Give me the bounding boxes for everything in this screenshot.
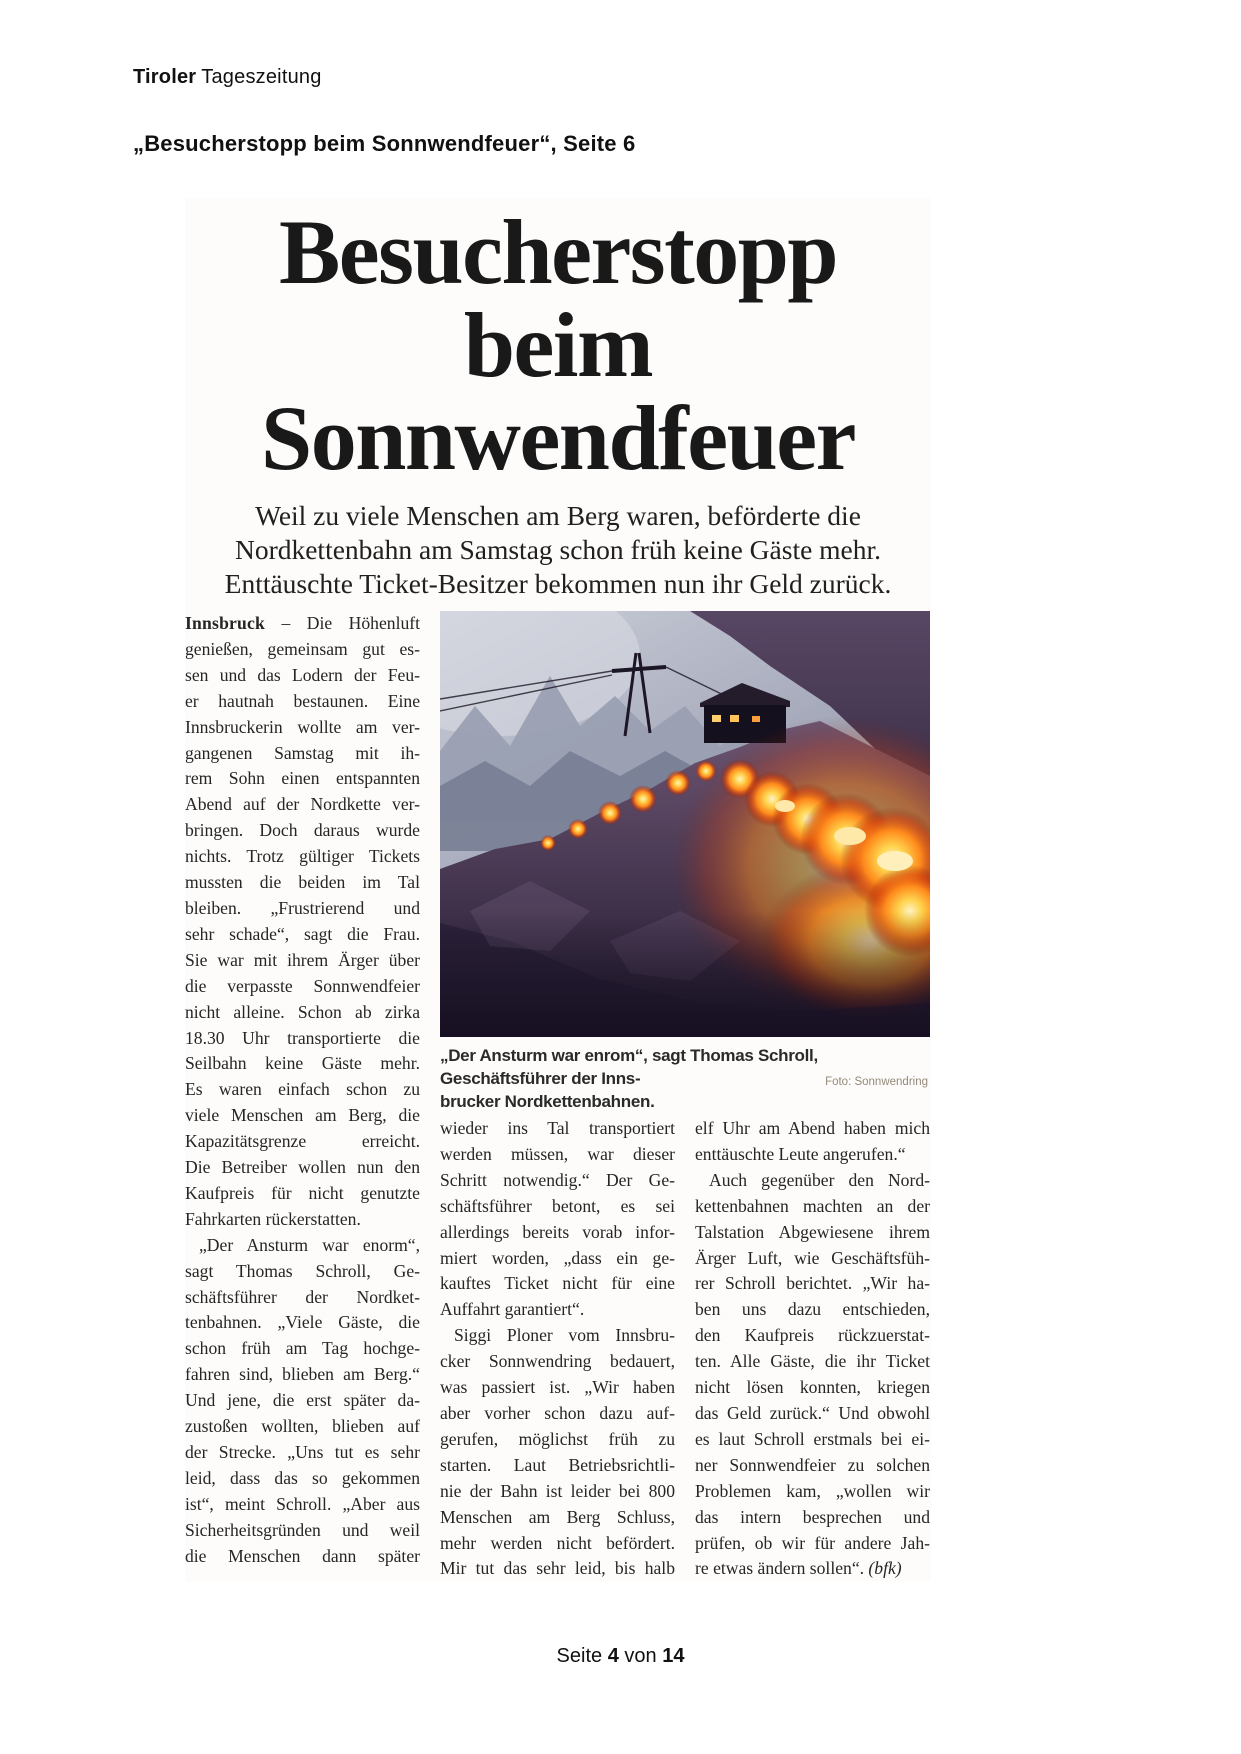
body-line: nicht lösen konnten, kriegen (695, 1377, 930, 1398)
body-line: rer Schroll berichtet. „Wir ha- (695, 1273, 930, 1294)
body-line: sagt Thomas Schroll, Ge- (185, 1260, 420, 1281)
body-line: kettenbahnen machten an der (695, 1195, 930, 1216)
body-line: den Kaufpreis rückzuerstat- (695, 1325, 930, 1346)
deck-line-1: Weil zu viele Menschen am Berg waren, beförderte die (255, 500, 861, 531)
body-line: miert worden, „dass ein ge- (440, 1247, 675, 1268)
paragraph (185, 1233, 420, 1570)
headline-line-2: Sonnwendfeuer (261, 387, 855, 489)
body-line: Kapazitätsgrenze erreicht. (185, 1131, 420, 1152)
article-body (185, 611, 931, 1581)
article-photo-block (440, 611, 930, 1113)
body-line: gerufen, möglichst früh zu (440, 1428, 675, 1449)
body-line: ner Sonnwendfeier zu solchen (695, 1454, 930, 1475)
body-line: gangenen Samstag mit ih- (185, 742, 420, 763)
body-line: schäftsführer betont, es sei (440, 1195, 675, 1216)
masthead-bold: Tiroler (133, 66, 197, 88)
body-line: bleiben. „Frustrierend und (185, 897, 420, 918)
body-line: fahren sind, blieben am Berg.“ (185, 1364, 420, 1385)
body-line: Fahrkarten rückerstatten. (185, 1208, 361, 1229)
newspaper-clipping (185, 198, 931, 1581)
article-column-1 (185, 611, 420, 1581)
caption-line-2: brucker Nordkettenbahnen. (440, 1092, 655, 1111)
article-reference-line: „Besucherstopp beim Sonnwendfeuer“, Seite 6 (133, 131, 636, 156)
article-headline (185, 201, 931, 489)
body-line: genießen, gemeinsam gut es- (185, 638, 420, 659)
paragraph (185, 611, 420, 1233)
body-line: das Geld zurück.“ Und obwohl (695, 1402, 930, 1423)
body-line: Kaufpreis für nicht genutzte (185, 1182, 420, 1203)
photo-vignette (440, 911, 930, 1037)
body-line: re etwas ändern sollen“. (bfk) (695, 1558, 902, 1579)
headline-line-1: Besucherstopp beim (278, 201, 838, 396)
body-line: sehr schade“, sagt die Frau. (185, 923, 420, 944)
body-line: Es waren einfach schon zu (185, 1079, 420, 1100)
body-line: Innsbruckerin wollte am ver- (185, 716, 420, 737)
body-line: der Strecke. „Uns tut es sehr (185, 1442, 420, 1462)
body-line: ben uns dazu entschieden, (695, 1299, 930, 1320)
body-line: die Menschen dann später (185, 1545, 420, 1566)
article-deck (185, 499, 931, 601)
paragraph (440, 1116, 675, 1323)
body-line: Talstation Abgewiesene ihrem (695, 1221, 930, 1242)
caption-line-1: „Der Ansturm war enrom“, sagt Thomas Schroll, Geschäftsführer der Inns- (440, 1046, 818, 1088)
body-line: mussten die beiden im Tal (185, 872, 420, 893)
body-line: Ärger Luft, wie Geschäftsfüh- (695, 1247, 930, 1268)
body-line: Menschen am Berg Schluss, (440, 1506, 675, 1527)
body-line: ist“, meint Schroll. „Aber aus (185, 1493, 420, 1514)
body-line: schäftsführer der Nordket- (185, 1286, 420, 1307)
body-line: aber vorher schon dazu auf- (440, 1402, 675, 1423)
body-line: schon früh am Tag hochge- (185, 1338, 420, 1359)
body-line: bringen. Doch daraus wurde (185, 820, 420, 841)
article-photo (440, 611, 930, 1037)
paragraph (695, 1116, 930, 1168)
paragraph (440, 1323, 675, 1581)
body-line: Auffahrt garantiert“. (440, 1299, 585, 1320)
body-line: nie der Bahn ist leider bei 800 (440, 1480, 675, 1501)
body-line: Abend auf der Nordkette ver- (185, 794, 420, 815)
paragraph (695, 1168, 930, 1581)
newspaper-masthead (133, 66, 322, 89)
body-line: Mir tut das sehr leid, bis halb (440, 1558, 675, 1579)
body-line: Siggi Ploner vom Innsbru- (454, 1325, 675, 1346)
body-line: Sicherheitsgründen und weil (185, 1519, 420, 1540)
photo-credit: Foto: Sonnwendring (825, 1076, 928, 1088)
body-line: „Der Ansturm war enorm“, (199, 1234, 420, 1255)
body-line: die verpasste Sonnwendfeier (185, 975, 420, 996)
body-line: Die Betreiber wollen nun den (185, 1157, 420, 1178)
body-line: rem Sohn einen entspannten (185, 768, 420, 789)
dateline: Innsbruck (185, 613, 266, 633)
footer-page-number: 4 (607, 1645, 619, 1667)
body-line: starten. Laut Betriebsrichtli- (440, 1454, 675, 1475)
body-line: allerdings bereits vorab infor- (440, 1221, 675, 1242)
body-line: Sie war mit ihrem Ärger über (185, 949, 420, 970)
body-line: kauftes Ticket nicht für eine (440, 1273, 675, 1294)
body-line: Auch gegenüber den Nord- (709, 1169, 930, 1190)
body-line: tenbahnen. „Viele Gäste, die (185, 1312, 420, 1333)
body-line: Problemen kam, „wollen wir (695, 1480, 930, 1501)
body-line: Schritt notwendig.“ Der Ge- (440, 1169, 675, 1190)
body-line: Seilbahn keine Gäste mehr. (185, 1053, 420, 1074)
deck-line-2: Nordkettenbahn am Samstag schon früh keine Gäste mehr. (234, 534, 882, 565)
body-line: mehr werden nicht befördert. (440, 1532, 675, 1553)
footer-total-pages: 14 (662, 1645, 685, 1667)
body-line: enttäuschte Leute angerufen.“ (695, 1143, 906, 1164)
body-line: nichts. Trotz gültiger Tickets (185, 846, 420, 867)
page-footer (0, 1645, 1241, 1668)
author-initials: (bfk) (864, 1558, 902, 1579)
body-line: zustoßen wollten, blieben auf (185, 1416, 420, 1437)
body-line: wieder ins Tal transportiert (440, 1118, 675, 1138)
body-line: elf Uhr am Abend haben mich (695, 1118, 930, 1138)
body-line: er hautnah bestaunen. Eine (185, 690, 420, 711)
deck-line-3: Enttäuschte Ticket-Besitzer bekommen nun ihr Geld zurück. (224, 568, 892, 599)
body-line: was passiert ist. „Wir haben (440, 1377, 675, 1398)
body-line: Und jene, die erst später da- (185, 1390, 420, 1411)
footer-label-of: von (624, 1645, 657, 1667)
body-line: es laut Schroll erstmals bei ei- (695, 1428, 930, 1449)
body-line: viele Menschen am Berg, die (185, 1105, 420, 1126)
body-line: prüfen, ob wir für andere Jah- (695, 1532, 930, 1553)
body-line: nicht alleine. Schon ab zirka (185, 1001, 420, 1022)
footer-label-page: Seite (556, 1645, 603, 1667)
photo-caption (440, 1044, 930, 1113)
body-line: Innsbruck – Die Höhenluft (185, 613, 420, 633)
body-line: leid, dass das so gekommen (185, 1467, 420, 1488)
body-line: cker Sonnwendring bedauert, (440, 1351, 675, 1372)
masthead-regular: Tageszeitung (201, 66, 322, 88)
body-line: das intern besprechen und (695, 1506, 930, 1527)
body-line: 18.30 Uhr transportierte die (185, 1027, 420, 1048)
body-line: ten. Alle Gäste, die ihr Ticket (695, 1351, 930, 1372)
body-line: sen und das Lodern der Feu- (185, 664, 420, 685)
body-line: werden müssen, war dieser (440, 1143, 675, 1164)
